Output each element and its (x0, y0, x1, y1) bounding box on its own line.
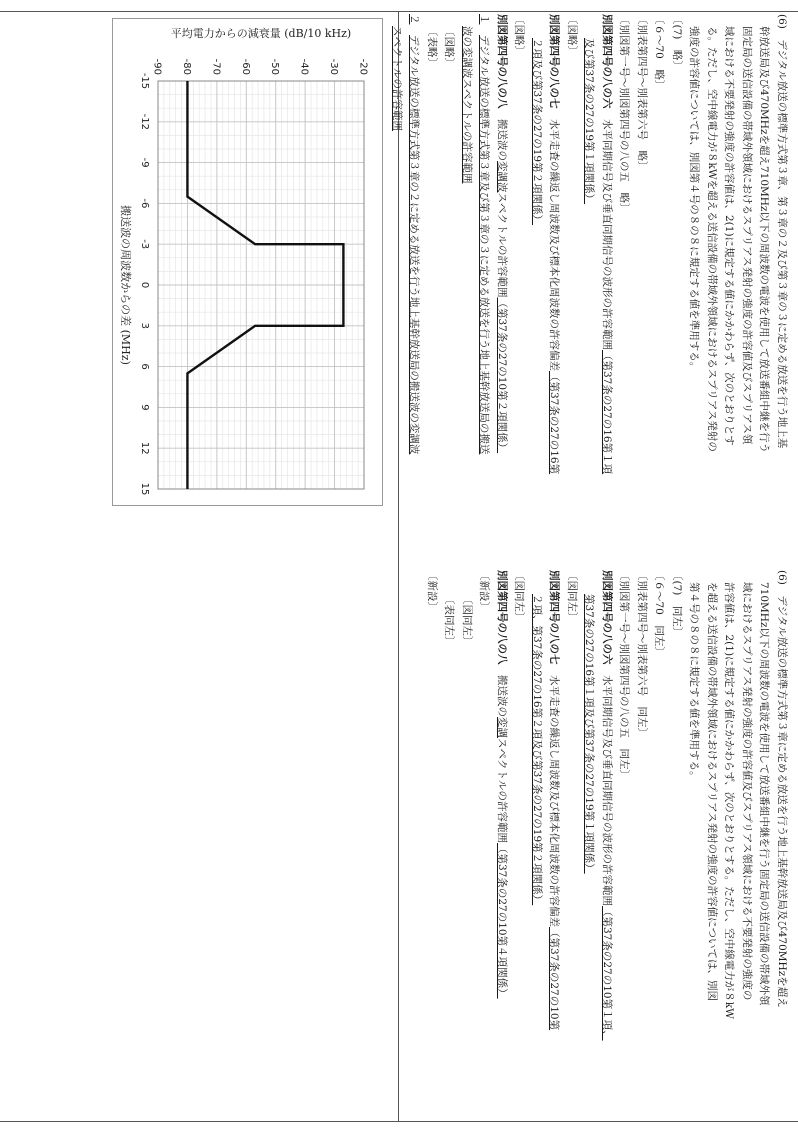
text-line (633, 570, 651, 1120)
text-run: 水平走査の繰返し周波数及び標本化周波数の許容偏差 (548, 108, 561, 371)
text-run: る。ただし、空中線電力が８kWを超える送信設備の帯域外領域におけるスプリアス発射の (706, 26, 718, 452)
text-run: 〔別表第四号～別表第六号 略〕 (636, 14, 648, 172)
text-run (409, 25, 421, 36)
chart-grid (159, 81, 365, 489)
text-run: 搬送波の (496, 664, 508, 717)
text-line (510, 14, 528, 564)
text-run: 〔６～70 略〕 (653, 14, 666, 91)
heading-label: 別図第四号の八の六 (601, 14, 613, 109)
underlined-text: デジタル放送の標準方式第３章の２に定める放送を行う地上基幹放送局の搬送波の変調波 (408, 35, 421, 455)
underlined-text: ２項、第37条の27の16第２項及び第37条の27の19第２項関係） (531, 594, 543, 906)
underlined-text: （第37条の27の10第２項関係） (496, 297, 508, 454)
text-run: 〔図同左〕 (566, 570, 578, 623)
text-line (510, 570, 528, 1120)
text-run: 搬送波の (496, 108, 508, 161)
y-tick-label: -50 (269, 58, 281, 75)
text-run: 〔新設〕 (478, 570, 491, 612)
text-line (773, 570, 791, 1120)
underlined-text: ２ (408, 14, 421, 25)
text-run: 〔別図第一号～別図第四号の八の五 略〕 (618, 14, 631, 214)
text-line (633, 14, 651, 564)
underlined-text: 変調波 (496, 161, 508, 193)
text-line (405, 14, 423, 564)
text-line (423, 14, 441, 564)
text-run: 〔表同左〕 (443, 594, 456, 647)
text-run: 幹放送局及び470MHzを超え710MHz以下の周波数の電波を使用して放送番組中継を行う (758, 26, 771, 453)
text-run: 〔図同左〕 (461, 594, 473, 647)
y-tick-label: -60 (240, 58, 252, 75)
revised-text-body (388, 14, 791, 564)
text-run: 水平走査の繰返し周波数及び標本化周波数の許容偏差 (548, 664, 561, 927)
text-run: 〔別表第四号～別表第六号 同左〕 (636, 570, 648, 738)
text-line (580, 570, 598, 1120)
text-line (668, 570, 686, 1120)
text-line (528, 14, 546, 564)
text-line (440, 14, 458, 564)
underlined-text: 変調 (496, 717, 508, 738)
underlined-text: （第37条の27の10第 (548, 927, 561, 1031)
text-run: 〔別図第一号～別図第四号の八の五 同左〕 (618, 570, 631, 780)
text-run: 〔図略〕 (443, 26, 456, 68)
revised-text-panel (119, 14, 790, 564)
text-run: 〔新設〕 (426, 570, 438, 612)
chart-y-axis-label: 平均電力からの減衰量 (dB/10 kHz) (171, 27, 352, 40)
text-line (563, 570, 581, 1120)
heading-label: 別図第四号の八の八 (496, 570, 508, 665)
underlined-text: スペクトルの許容範囲 (391, 26, 403, 131)
text-run: 水平同期信号及び垂直同期信号の波形の許容範囲 (601, 664, 613, 906)
text-run: 〔(7) 略〕 (671, 14, 683, 71)
text-line (528, 570, 546, 1120)
text-run: (6) デジタル放送の標準方式第３章、第３章の２及び第３章の３に定める放送を行う地上基 (776, 14, 788, 449)
underlined-text: （第37条の27の10第１項、 (601, 906, 613, 1041)
y-tick-label: -70 (210, 58, 222, 75)
text-line (650, 570, 668, 1120)
text-run: 〔６～70 同左〕 (653, 570, 666, 657)
y-tick-label: -90 (152, 58, 163, 75)
y-tick-label: -40 (299, 58, 311, 75)
text-line (458, 570, 476, 1120)
text-run: 域における不要発射の強度の許容値は、2(1)に規定する値にかかわらず、次のとおりとす (723, 26, 736, 446)
underlined-text: （第37条の27の16第１項 (601, 350, 613, 475)
text-line (755, 570, 773, 1120)
text-run: 水平同期信号及び垂直同期信号の波形の許容範囲 (601, 108, 613, 350)
y-tick-label: -20 (358, 58, 369, 75)
top-border-line (0, 11, 798, 12)
heading-label: 別図第四号の八の七 (548, 14, 561, 109)
text-run: を超える送信設備の帯域外領域におけるスプリアス発射の強度の許容値については、別図 (706, 582, 718, 1001)
text-line (755, 14, 773, 564)
text-run: 第４号の８の８に規定する値を準用する。 (688, 582, 701, 782)
text-line (738, 14, 756, 564)
x-tick-label: 0 (139, 281, 151, 289)
text-run (479, 25, 491, 36)
x-tick-label: -6 (139, 198, 151, 209)
x-tick-label: -12 (139, 113, 151, 130)
x-tick-label: -9 (139, 157, 151, 168)
text-run: 〔(7) 同左〕 (671, 570, 683, 638)
text-line (388, 14, 406, 564)
x-tick-label: 6 (139, 363, 151, 370)
text-line (703, 570, 721, 1120)
text-run: 許容値は、2(1)に規定する値にかかわらず、次のとおりとする。ただし、空中線電力が８kW (723, 582, 736, 1019)
text-run: 〔図同左〕 (513, 570, 526, 623)
x-tick-label: 12 (139, 441, 151, 455)
underlined-text: （第37条の27の10第４項関係） (496, 843, 508, 999)
underlined-text: デジタル放送の標準方式第３章及び第３章の３に定める放送を行う地上基幹放送局の搬送 (478, 35, 491, 455)
chart-svg (114, 19, 383, 505)
text-run: 〔表略〕 (426, 26, 438, 68)
chart-tick-labels (140, 59, 370, 496)
underlined-text: ２項及び第37条の27の19第２項関係） (531, 38, 543, 226)
text-run: スペクトルの許容範囲 (496, 192, 508, 298)
text-run: スペクトルの許容範囲 (496, 738, 508, 843)
x-tick-label: 3 (139, 322, 151, 329)
text-run: (6) デジタル放送の標準方式第３章に定める放送を行う地上基幹放送局及び470MHzを超え (776, 570, 788, 1008)
text-line (703, 14, 721, 564)
current-text-body (423, 570, 791, 1120)
text-run: 固定局の送信設備の帯域外領域におけるスプリアス発射の強度の許容値及びスプリアス領 (741, 26, 753, 445)
text-line (580, 14, 598, 564)
text-line (493, 14, 511, 564)
underlined-text: 第37条の27の16第１項及び第37条の27の19第１項関係） (583, 594, 596, 874)
text-line (475, 570, 493, 1120)
text-line (720, 570, 738, 1120)
chart-x-axis-label: 搬送波の周波数からの差 (MHz) (119, 205, 133, 365)
text-line (773, 14, 791, 564)
text-line (545, 570, 563, 1120)
underlined-text: １ (478, 14, 491, 25)
text-run: 強度の許容値については、別図第４号の８の８に規定する値を準用する。 (688, 26, 701, 373)
text-run: 710MHz以下の周波数の電波を使用して放送番組中継を行う固定局の送信設備の帯域外領 (758, 582, 771, 1006)
x-tick-label: 9 (139, 404, 151, 411)
text-line (440, 570, 458, 1120)
y-tick-label: -30 (328, 58, 340, 75)
text-run: 域におけるスプリアス発射の強度の許容値及びスプリアス領域における不要発射の強度の (741, 582, 753, 1001)
text-line (685, 14, 703, 564)
text-line (668, 14, 686, 564)
current-text-panel (380, 570, 790, 1120)
x-tick-label: 15 (139, 482, 151, 496)
heading-label: 別図第四号の八の七 (548, 570, 561, 665)
underlined-text: 波の変調波スペクトルの許容範囲 (461, 26, 473, 184)
text-line (563, 14, 581, 564)
underlined-text: 及び第37条の27の19第１項関係） (583, 38, 596, 205)
text-line (423, 570, 441, 1120)
spectrum-mask-chart (113, 18, 384, 506)
x-tick-label: -3 (139, 239, 151, 250)
heading-label: 別図第四号の八の八 (496, 14, 508, 109)
text-line (685, 570, 703, 1120)
text-run: 〔図略〕 (566, 14, 578, 56)
text-line (738, 570, 756, 1120)
text-line (720, 14, 738, 564)
bottom-border-line (0, 1121, 798, 1122)
text-line (615, 570, 633, 1120)
text-run: 〔図略〕 (513, 14, 526, 56)
text-line (458, 14, 476, 564)
heading-label: 別図第四号の八の六 (601, 570, 613, 665)
text-line (615, 14, 633, 564)
text-line (598, 14, 616, 564)
text-line (545, 14, 563, 564)
text-line (650, 14, 668, 564)
text-line (493, 570, 511, 1120)
underlined-text: （第37条の27の16第 (548, 371, 561, 475)
text-line (598, 570, 616, 1120)
text-line (475, 14, 493, 564)
y-tick-label: -80 (181, 58, 193, 75)
x-tick-label: -15 (139, 72, 151, 90)
